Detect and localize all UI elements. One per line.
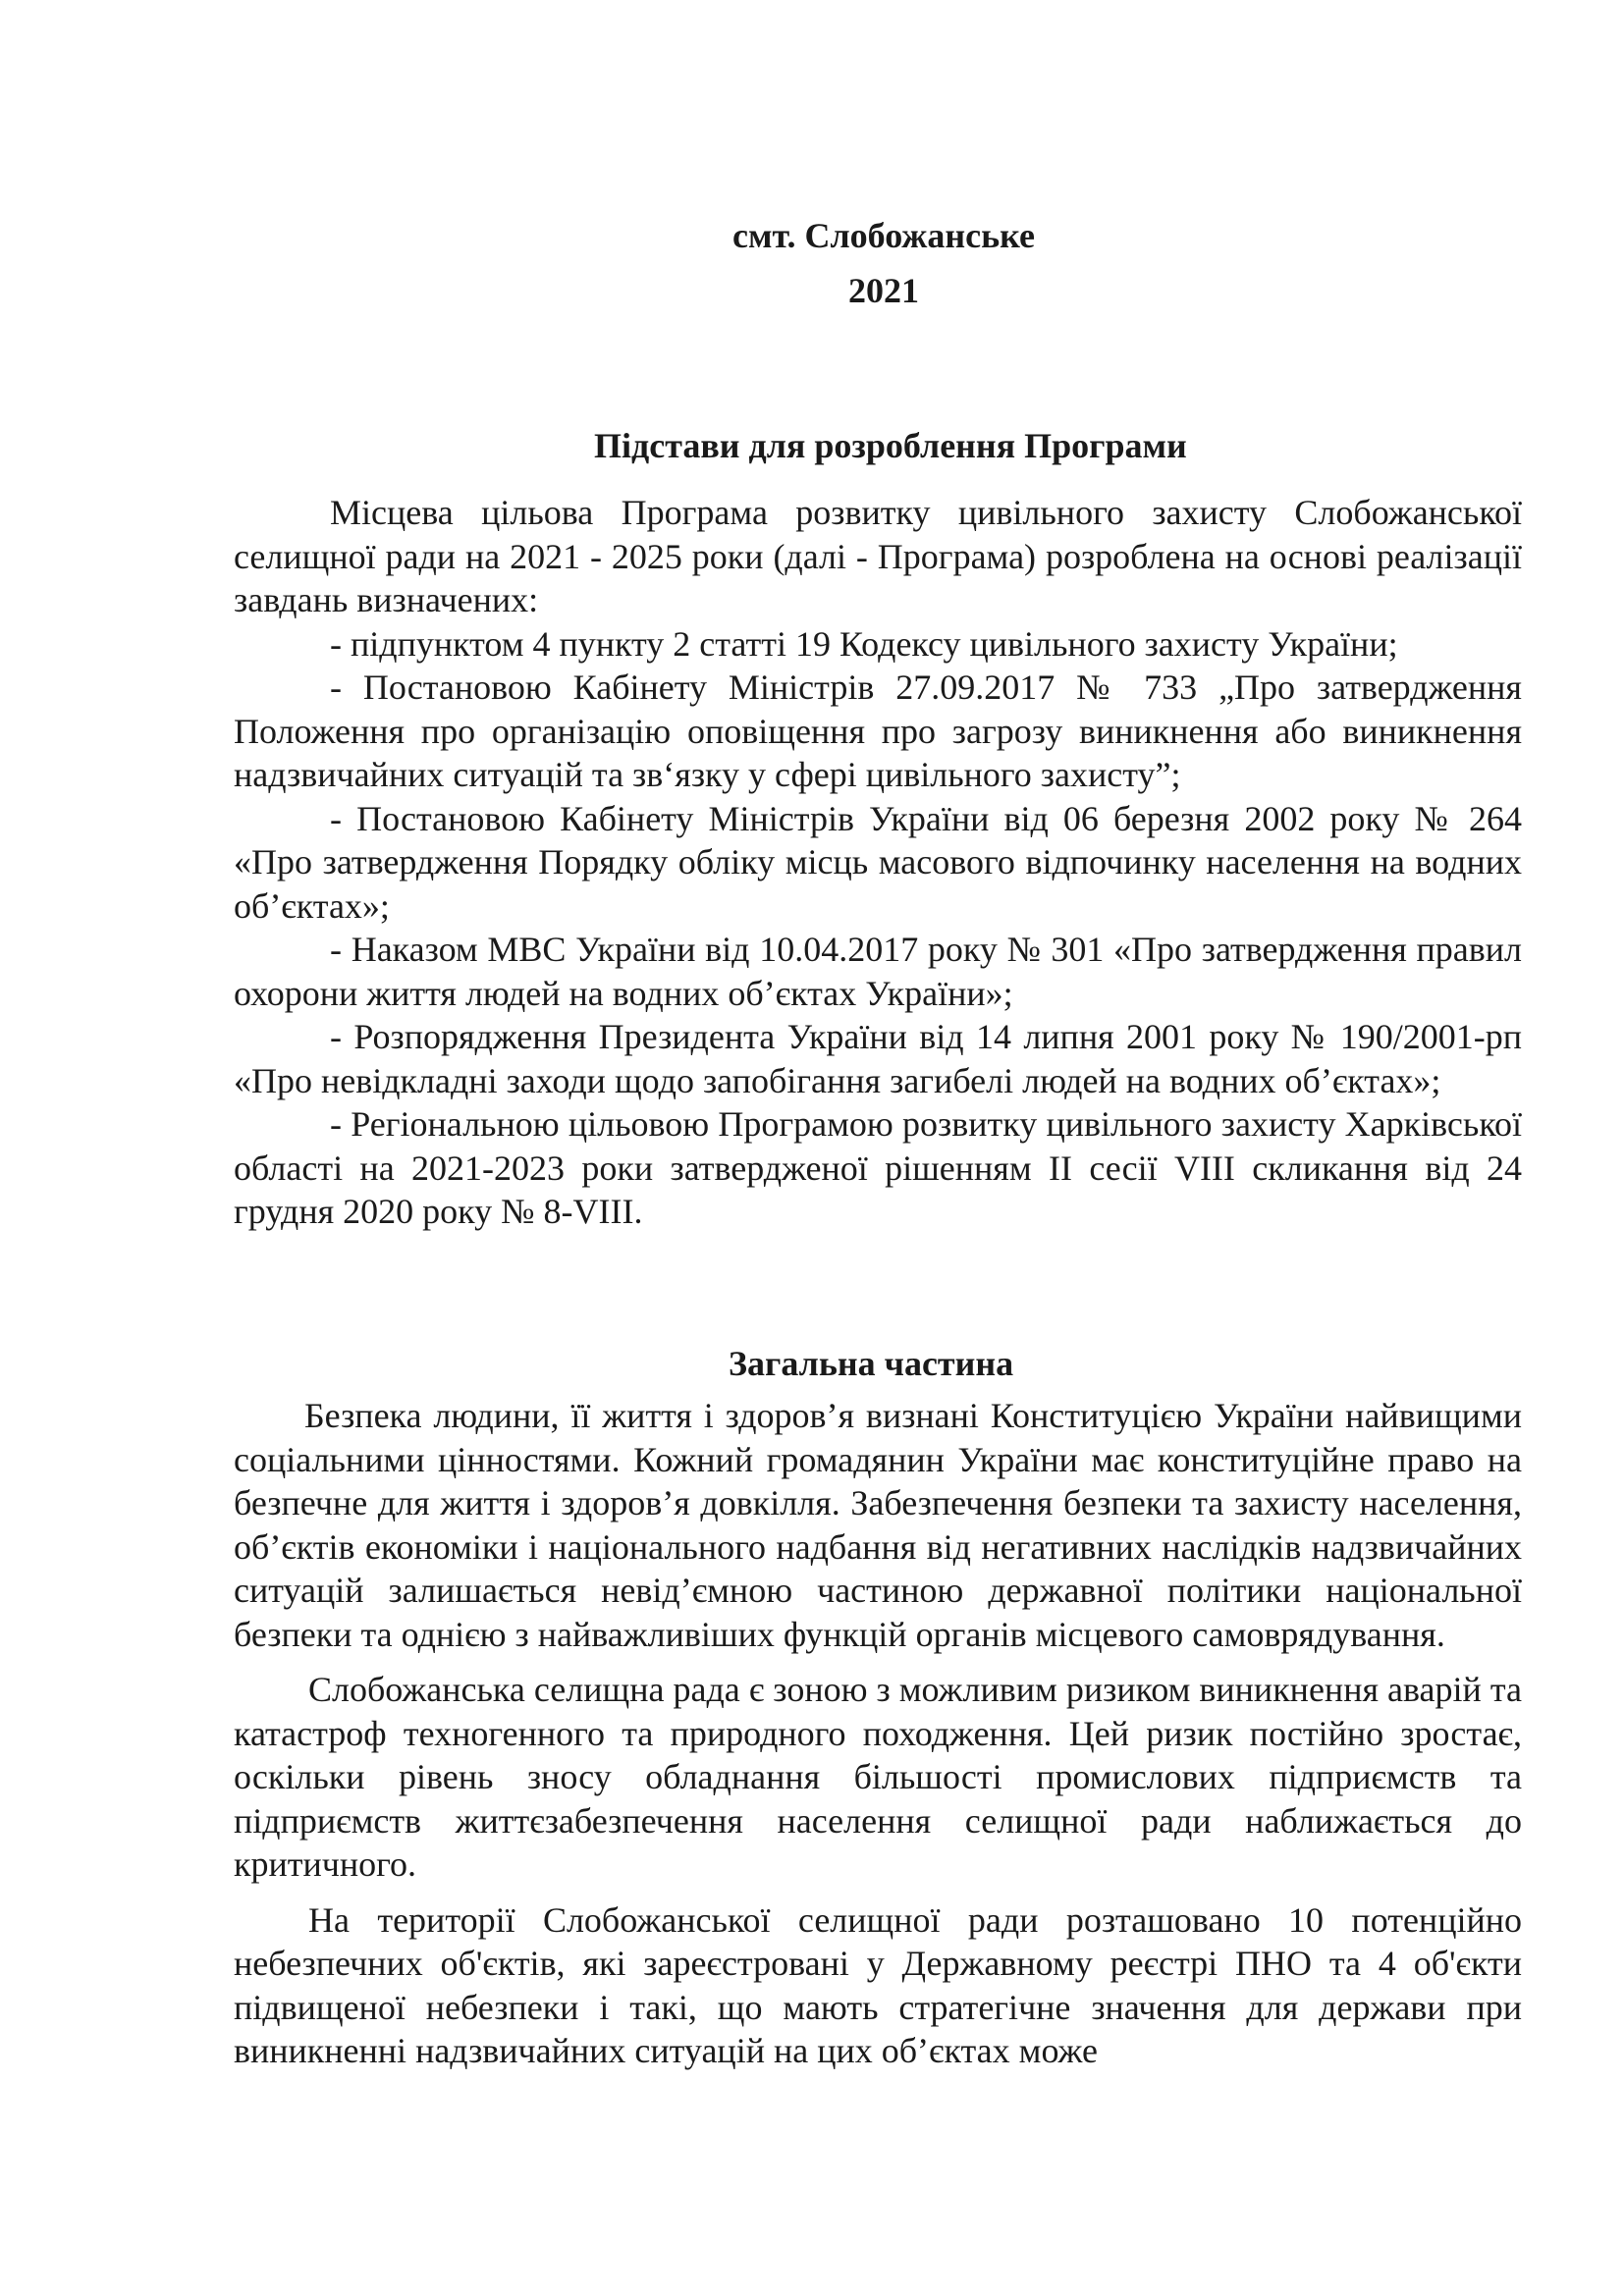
basis-list-item: - Наказом МВС України від 10.04.2017 року № 301 «Про затвердження правил охорони життя людей на водних об’єктах України»; [234,930,1522,1013]
general-paragraph: Безпека людини, її життя і здоров’я визнані Конституцією України найвищими соціальними цінностями. Кожний громадянин України має конституційне право на безпечне для життя і здоров’я довкілля. Забезпечення безпеки та захисту населення, об’єктів економіки і національного надбання від негативних наслідків надзвичайних ситуацій залишається невід’ємною частиною державної політики національної безпеки та однією з найважливіших функцій органів місцевого самоврядування. [234,1396,1522,1654]
general-paragraph: Слобожанська селищна рада є зоною з можливим ризиком виникнення аварій та катастроф техногенного та природного походження. Цей ризик постійно зростає, оскільки рівень зносу обладнання більшості промислових підприємств та підприємств життєзабезпечення населення селищної ради наближається до критичного. [234,1670,1522,1884]
section-general-body [234,1394,1522,2073]
section-title-basis: Підстави для розроблення Програми [594,426,1187,465]
general-paragraph: На території Слобожанської селищної ради розташовано 10 потенційно небезпечних об'єктів, які зареєстровані у Державному реєстрі ПНО та 4 об'єкти підвищеної небезпеки і такі, що мають стратегічне значення для держави при виникненні надзвичайних ситуацій на цих об’єктах може [234,1899,1522,2070]
basis-list-item: - підпунктом 4 пункту 2 статті 19 Кодексу цивільного захисту України; [330,623,1398,664]
document-year: 2021 [848,271,919,310]
basis-intro-paragraph: Місцева цільова Програма розвитку цивільного захисту Слобожанської селищної ради на 2021 - 2025 роки (далі - Програма) розроблена на основі реалізації завдань визначених: [234,493,1522,619]
section-basis-body [234,491,1522,1234]
document-header [0,208,1624,318]
town-name: смт. Слобожанське [732,216,1035,255]
basis-list-item: - Постановою Кабінету Міністрів України від 06 березня 2002 року № 264 «Про затвердження Порядку обліку місць масового відпочинку населення на водних об’єктах»; [234,798,1522,926]
section-title-general: Загальна частина [729,1344,1014,1383]
basis-list-item: - Постановою Кабінету Міністрів 27.09.2017 № 733 „Про затвердження Положення про організацію оповіщення про загрозу виникнення або виникнення надзвичайних ситуацій та зв‘язку у сфері цивільного захисту”; [234,667,1522,794]
basis-list-item: - Регіональною цільовою Програмою розвитку цивільного захисту Харківської області на 2021-2023 роки затвердженої рішенням ІІ сесії VIII скликання від 24 грудня 2020 року № 8-VIII. [234,1104,1522,1231]
basis-list-item: - Розпорядження Президента України від 14 липня 2001 року № 190/2001-рп «Про невідкладні заходи щодо запобігання загибелі людей на водних об’єктах»; [234,1017,1522,1100]
